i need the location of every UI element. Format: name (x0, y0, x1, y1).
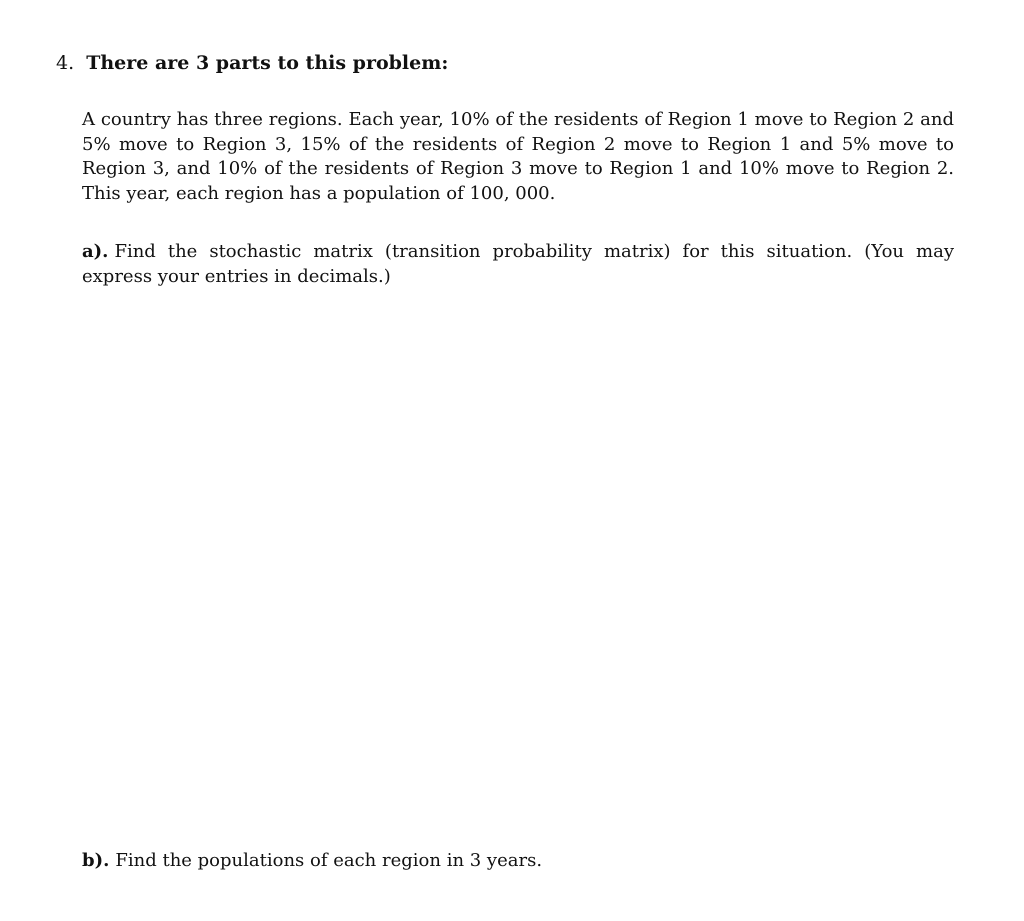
part-b-question (82, 849, 954, 874)
part-a-label: a). (82, 241, 109, 262)
problem-number: 4. (56, 52, 75, 74)
problem-title: There are 3 parts to this problem: (86, 52, 449, 74)
part-a-question (82, 240, 954, 289)
answer-space (82, 300, 954, 830)
part-b-text: Find the populations of each region in 3 years. (115, 850, 543, 871)
problem-statement: A country has three regions. Each year, 10% of the residents of Region 1 move to Region 2 and 5% move to Region 3, 15% of the residents of Region 2 move to Region 1 and 5% move to Region 3, and 10% of the residents of Region 3 move to Region 1 and 10% move to Region 2. This year, each region has a population of 100, 000. (82, 109, 954, 204)
problem-heading (56, 50, 448, 76)
part-b-label: b). (82, 850, 110, 871)
part-a-text: Find the stochastic matrix (transition probability matrix) for this situation. (You may express your entries in decimals.) (82, 241, 954, 287)
